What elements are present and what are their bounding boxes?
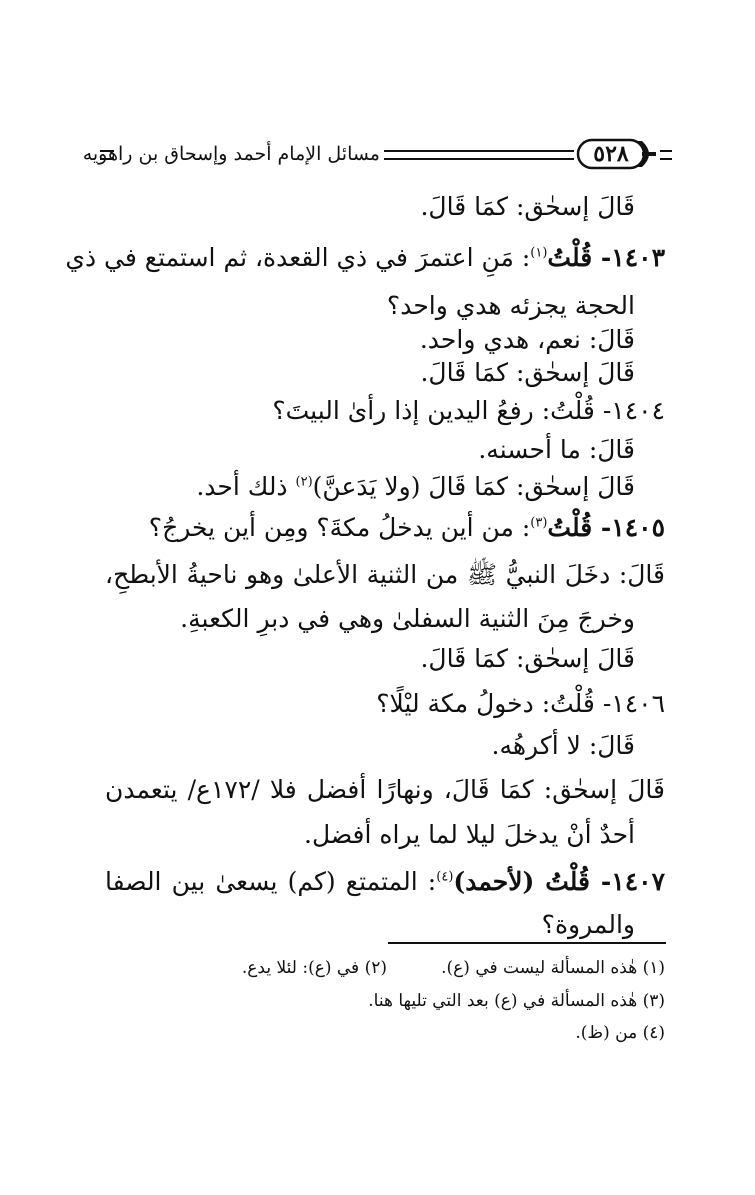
question-number: ١٤٠٥- قُلْتُ — [547, 513, 665, 542]
text-span: : مَنِ اعتمرَ في ذي القعدة، ثم استمتع في ذي — [65, 243, 531, 272]
question-number: ١٤٠٣- قُلْتُ — [547, 243, 665, 272]
footnote-ref: (٤) — [436, 869, 454, 885]
text-span: ذلك أحد. — [196, 472, 296, 501]
text-line: أحدٌ أنْ يدخلَ ليلا لما يراه أفضل. — [304, 820, 635, 849]
footnote-ref: (٣) — [530, 515, 548, 531]
text-line: قَالَ: دخَلَ النبيُّ ﷺ من الثنية الأعلىٰ وهو ناحيةُ الأبطحِ، — [105, 560, 665, 589]
footnote: (٣) هٰذه المسألة في (ع) بعد التي تليها هنا. — [368, 991, 665, 1011]
footnote: (٢) في (ع): لئلا يدع. — [241, 958, 387, 978]
question-number: ١٤٠٧- قُلْتُ (لأحمد) — [453, 867, 666, 896]
footnote: (٤) من (ظ). — [575, 1023, 665, 1043]
question-1407 — [105, 862, 665, 902]
text-line: الحجة يجزئه هدي واحد؟ — [386, 291, 635, 320]
text-line: قَالَ إسحٰق: كمَا قَالَ. — [420, 192, 635, 221]
text-span: : المتمتع (كم) يسعىٰ بين الصفا — [105, 867, 437, 896]
question-1405 — [149, 508, 665, 548]
footnote: (١) هٰذه المسألة ليست في (ع). — [441, 958, 665, 978]
text-span: : من أين يدخلُ مكةَ؟ ومِن أين يخرجُ؟ — [148, 513, 531, 542]
page-number: ٥٢٨ — [593, 141, 629, 167]
text-line: قَالَ: لا أكرهُه. — [491, 731, 635, 760]
text-line: قَالَ: نعم، هدي واحد. — [419, 325, 635, 354]
text-line — [196, 467, 635, 507]
text-line: قَالَ إسحٰق: كمَا قَالَ، ونهارًا أفضل فلا /١٧٢ع/ يتعمدن — [105, 775, 665, 804]
footnote-ref: (١) — [530, 245, 548, 261]
footnote-ref: (٢) — [295, 474, 313, 490]
text-line: قَالَ: ما أحسنه. — [478, 435, 635, 464]
text-line: وخرجَ مِنَ الثنية السفلىٰ وهي في دبرِ الكعبةِ. — [180, 604, 635, 633]
text-line: قَالَ إسحٰق: كمَا قَالَ. — [420, 358, 635, 387]
text-span: قَالَ إسحٰق: كمَا قَالَ (ولا يَدَعنَّ) — [312, 472, 635, 501]
question-1404: ١٤٠٤- قُلْتُ: رفعُ اليدين إذا رأىٰ البيتَ؟ — [272, 396, 665, 425]
footnote-divider — [388, 942, 666, 944]
text-line: قَالَ إسحٰق: كمَا قَالَ. — [420, 644, 635, 673]
question-1406: ١٤٠٦- قُلْتُ: دخولُ مكة ليْلًا؟ — [376, 689, 665, 718]
question-1403 — [65, 238, 665, 278]
running-title: مسائل الإمام أحمد وإسحاق بن راهويه — [82, 143, 380, 165]
text-line: والمروة؟ — [541, 910, 635, 939]
